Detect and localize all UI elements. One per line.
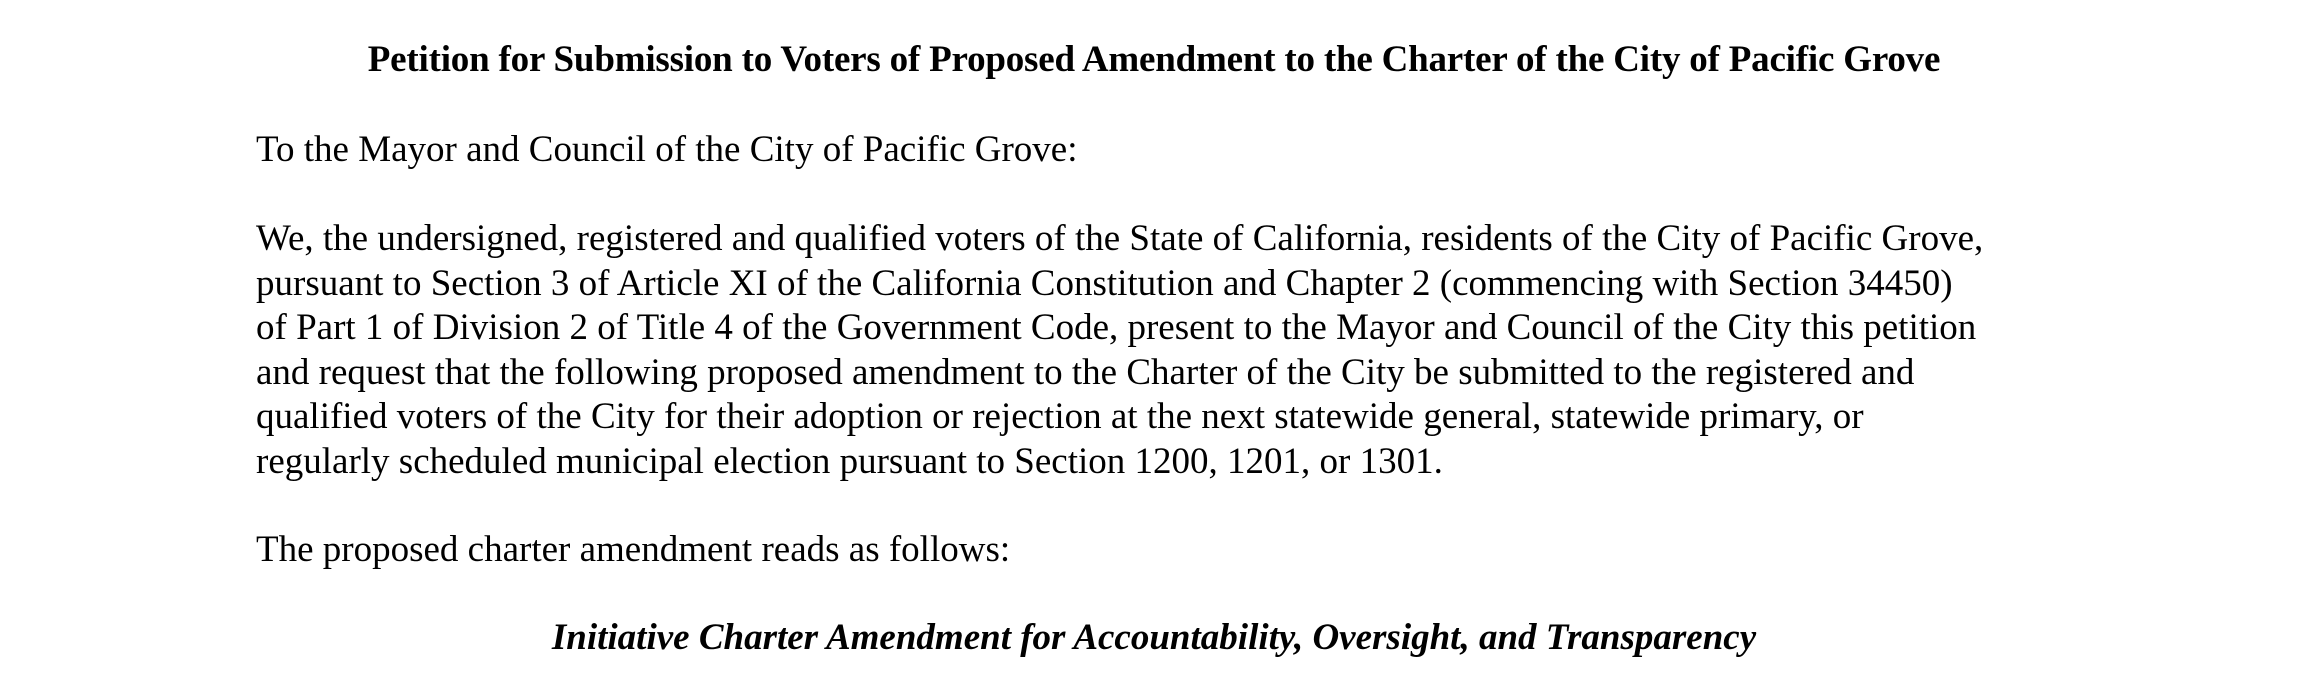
petition-body-paragraph — [256, 217, 2076, 485]
body-line: pursuant to Section 3 of Article XI of the California Constitution and Chapter 2 (commencing with Section 34450) — [256, 262, 1953, 304]
amendment-lead-in: The proposed charter amendment reads as follows: — [256, 529, 1011, 570]
petition-title: Petition for Submission to Voters of Proposed Amendment to the Charter of the City of Pacific Grove — [367, 39, 1941, 80]
body-line: and request that the following proposed amendment to the Charter of the City be submitted to the registered and — [256, 351, 1915, 393]
body-line: qualified voters of the City for their adoption or rejection at the next statewide general, statewide primary, or — [256, 396, 1864, 438]
salutation: To the Mayor and Council of the City of Pacific Grove: — [256, 129, 1078, 170]
body-line: regularly scheduled municipal election pursuant to Section 1200, 1201, or 1301. — [256, 440, 1443, 482]
amendment-title: Initiative Charter Amendment for Accountability, Oversight, and Transparency — [551, 617, 1757, 658]
body-line: We, the undersigned, registered and qualified voters of the State of California, residents of the City of Pacific Grove, — [256, 218, 1984, 259]
body-line: of Part 1 of Division 2 of Title 4 of the Government Code, present to the Mayor and Council of the City this petition — [256, 307, 1977, 349]
